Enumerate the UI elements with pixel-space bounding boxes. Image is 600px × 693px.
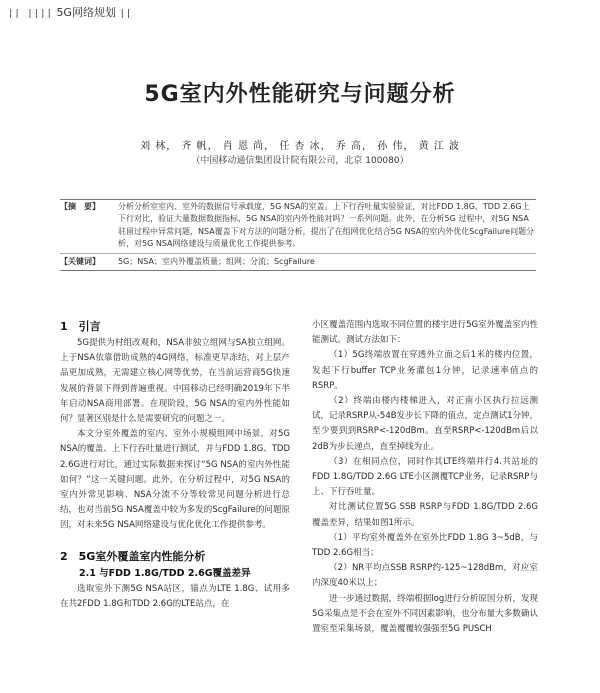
paragraph: 进一步通过数据，终端根据log进行分析原因分析，发现5G采集点是不会在室外不同因素影响，也分布量大多数确认置室至采集场景，覆盖覆覆较强强至5G PUSCH — [312, 593, 538, 635]
keywords-row — [60, 253, 536, 268]
paragraph: （2）终端由楼内楼梯进入，对正南小区执行拉远测试，记录RSRP从-54B发步长下降的值点，定点测试1分钟，至少要到到RSRP<-120dBm。直至RSRP<-120dBm后以2dB为步长递点，直至掉线为止。 — [312, 396, 538, 452]
keywords-label: 【关键词】 — [60, 256, 100, 266]
paragraph: 本文分室外覆盖的室内、室外小规模组网中场景，对5G NSA的覆盖、上下行吞吐量进行测试，并与FDD 1.8G、TDD 2.6G进行对比，通过实际数据来探讨“5G NSA的室内外性能如何？”这一关键问题。此外，在分析过程中，对5G NSA的室内外常见影响、NSA分流不分等较常见问题分析进行总结，也对当前5G NSA覆盖中较为多发的ScgFailure的问题原因，对未来5G NSA网络建设与优化优化工作提供参考。 — [60, 429, 290, 531]
paragraph: 选取室外下测5G NSA站区，锚点为LTE 1.8G、试用多在共2FDD 1.8G和TDD 2.6G的LTE站点，在 — [60, 583, 290, 609]
right-column — [312, 318, 538, 637]
subsection-2-1-heading: 2.1 与FDD 1.8G/TDD 2.6G覆盖差异 — [79, 567, 251, 579]
section-1-heading: 1 引言 — [60, 320, 101, 333]
paragraph: （1）5G终端放置在穿透外立面之后1米的楼内位置，发起下行buffer TCP业务灌包1分钟，记录速率值点的RSRP。 — [312, 350, 538, 391]
affiliation: （中国移动通信集团设计院有限公司，北京 100080） — [191, 156, 409, 166]
section-2-heading: 2 5G室外覆盖室内性能分析 — [60, 549, 206, 563]
abstract-box — [60, 199, 536, 271]
abstract-bottom-rule — [60, 270, 536, 271]
abstract-text: 分析分析室室内、室外的数据信号承载度，5G NSA的室盖。上下行吞吐量实验验证，对比FDD 1.8G、TDD 2.6G上下行对比，验证大量数据数据指标，5G NSA的室内外性能对吗？一系列问题。此外，在分析5G 过程中，对5G NSA驻留过程中异常问题，NSA覆盖下对方法的问题分析，提出了在组网优化结合5G NSA的室内外优化ScgFailure问题分析，对5G NSA网络建设与质量优化工作提供参考。 — [118, 202, 535, 249]
header-suffix: || — [119, 9, 133, 19]
paragraph: （2）NR平均点SSB RSRP约-125~128dBm，对应室内深度40米以上； — [312, 563, 538, 589]
authors: 刘 林， 齐 帆， 肖 恩 尚， 任 杏 冰， 乔 高， 孙 伟， 黄 江 波 — [140, 141, 460, 152]
abstract-top-rule — [60, 199, 536, 200]
paragraph: 小区覆盖范围内选取不同位置的楼宇进行5G室外覆盖室内性能测试。测试方法如下： — [312, 320, 538, 346]
journal-name: 5G网络规划 — [56, 6, 116, 19]
spacer — [60, 534, 290, 548]
keywords-text: 5G；NSA；室内外覆盖质量；组网；分流；ScgFailure — [118, 256, 315, 266]
abstract-label: 【摘 要】 — [60, 202, 100, 211]
left-column — [60, 318, 290, 612]
paragraph: 5G提供为村组改观和，NSA非独立组网与SA独立组网。上于NSA依靠借助成熟的4G网络，标准更早冻结，对上层产品更加成熟，无需建立核心网等优势，在当前运营商5G快速发展的背景下得到普遍重视。中国移动已经明确2019年下半年启动NSA商用部署。在现阶段，5G NSA的室内外性能如何？显著区别是什么是需要研究的问题之一。 — [60, 338, 290, 425]
paper-title: 5G室内外性能研究与问题分析 — [144, 82, 456, 107]
paragraph: （3）在相同点位，同时作其LTE终端并行4.共站址的FDD 1.8G/TDD 2.6G LTE小区测覆TCP业务，记录RSRP与上、下行吞吐量。 — [312, 456, 538, 498]
abstract-row — [60, 201, 536, 251]
journal-header — [8, 6, 132, 20]
paragraph: 对比测试位置5G SSB RSRP与FDD 1.8G/TDD 2.6G覆盖差异，结果如图1所示。 — [312, 502, 538, 528]
header-marks: || |||| — [8, 9, 53, 19]
paragraph: （1）平均室外覆盖外在室外比FDD 1.8G 3~5dB，与TDD 2.6G相当； — [312, 532, 538, 559]
